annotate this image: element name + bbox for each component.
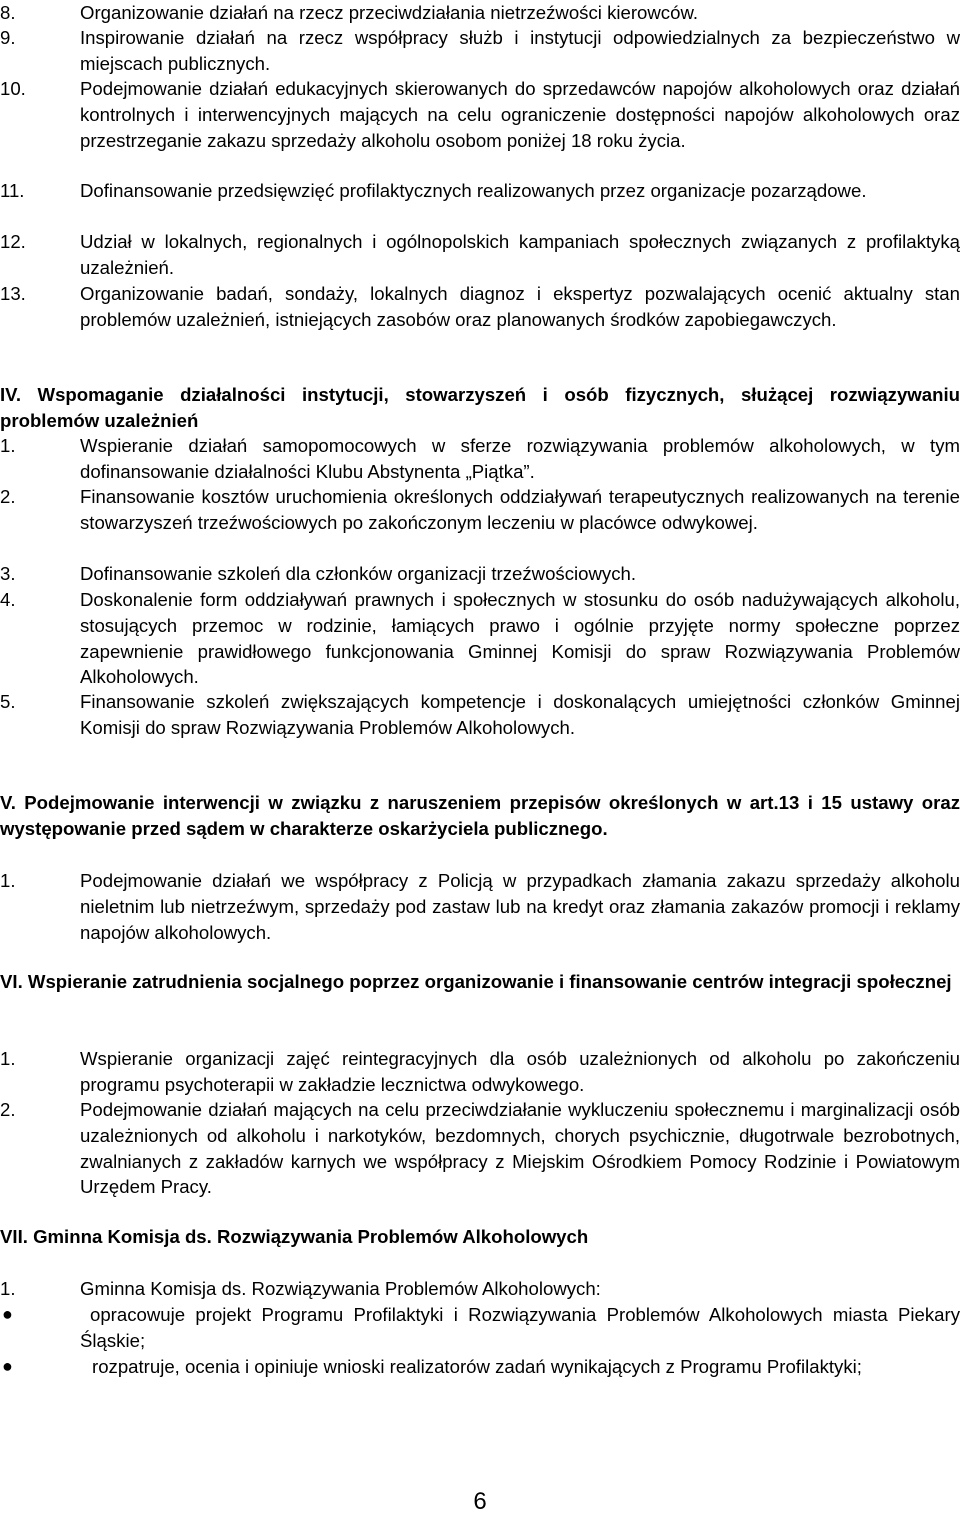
- list-item: [0, 433, 960, 485]
- item-text: Dofinansowanie przedsięwzięć profilaktycznych realizowanych przez organizacje pozarządowe.: [80, 180, 867, 201]
- list-item: [0, 868, 960, 945]
- section-heading-iv: IV. Wspomaganie działalności instytucji, stowarzyszeń i osób fizycznych, służącej rozwiązywaniu problemów uzależnień: [0, 384, 960, 431]
- list-item: [0, 484, 960, 536]
- item-text: Wspieranie organizacji zajęć reintegracyjnych dla osób uzależnionych od alkoholu po zakończeniu programu psychoterapii w zakładzie lecznictwa odwykowego.: [80, 1048, 960, 1095]
- list-item: [0, 76, 960, 153]
- bullet-icon: ●: [2, 1356, 13, 1376]
- bullet-item: [0, 1354, 960, 1380]
- item-number: 10.: [0, 78, 26, 99]
- section-heading-v: V. Podejmowanie interwencji w związku z naruszeniem przepisów określonych w art.13 i 15 ustawy oraz występowanie przed sądem w charakterze oskarżyciela publicznego.: [0, 792, 960, 839]
- item-text: Udział w lokalnych, regionalnych i ogólnopolskich kampaniach społecznych związanych z profilaktyką uzależnień.: [80, 231, 960, 278]
- bullet-icon: ●: [2, 1304, 13, 1324]
- list-item: [0, 561, 960, 587]
- list-item: [0, 25, 960, 77]
- item-number: 2.: [0, 1099, 16, 1120]
- bullet-item: [0, 1302, 960, 1354]
- item-number: 3.: [0, 563, 16, 584]
- item-number: 11.: [0, 180, 25, 201]
- list-item: [0, 1097, 960, 1200]
- item-number: 1.: [0, 1048, 16, 1069]
- item-text: Dofinansowanie szkoleń dla członków organizacji trzeźwościowych.: [80, 563, 637, 584]
- bullet-text: rozpatruje, ocenia i opiniuje wnioski realizatorów zadań wynikających z Programu Profilaktyki;: [92, 1356, 862, 1377]
- item-number: 9.: [0, 27, 16, 48]
- item-text: Doskonalenie form oddziaływań prawnych i społecznych w stosunku do osób nadużywających alkoholu, stosujących przemoc w rodzinie, łamiących prawo i ogólnie przyjęte normy społeczne poprzez zapewnienie prawidłowego funkcjonowania Gminnej Komisji do spraw Rozwiązywania Problemów Alkoholowych.: [80, 589, 960, 688]
- item-number: 8.: [0, 2, 16, 23]
- item-number: 1.: [0, 1278, 16, 1299]
- section-heading-vi: VI. Wspieranie zatrudnienia socjalnego poprzez organizowanie i finansowanie centrów integracji społecznej: [0, 971, 952, 992]
- item-text: Organizowanie działań na rzecz przeciwdziałania nietrzeźwości kierowców.: [80, 2, 699, 23]
- list-item: [0, 587, 960, 690]
- item-number: 5.: [0, 691, 16, 712]
- list-item: [0, 229, 960, 281]
- item-text: Podejmowanie działań mających na celu przeciwdziałanie wykluczeniu społecznemu i marginalizacji osób uzależnionych od alkoholu i narkotyków, bezdomnych, chorych psychicznie, długotrwale bezrobotnych, zwalnianych z zakładów karnych we współpracy z Miejskim Ośrodkiem Pomocy Rodzinie i Powiatowym Urzędem Pracy.: [80, 1099, 960, 1198]
- item-text: Finansowanie kosztów uruchomienia określonych oddziaływań terapeutycznych realizowanych na terenie stowarzyszeń trzeźwościowych po zakończonym leczeniu w placówce odwykowej.: [80, 486, 960, 533]
- list-item: [0, 1276, 960, 1302]
- list-item: [0, 178, 960, 204]
- item-number: 12.: [0, 231, 26, 252]
- item-number: 1.: [0, 870, 16, 891]
- section-heading-vii: VII. Gminna Komisja ds. Rozwiązywania Problemów Alkoholowych: [0, 1226, 589, 1247]
- item-number: 13.: [0, 283, 26, 304]
- page-number: 6: [473, 1488, 487, 1515]
- item-text: Inspirowanie działań na rzecz współpracy służb i instytucji odpowiedzialnych za bezpieczeństwo w miejscach publicznych.: [80, 27, 960, 74]
- item-number: 1.: [0, 435, 16, 456]
- item-text: Podejmowanie działań edukacyjnych skierowanych do sprzedawców napojów alkoholowych oraz działań kontrolnych i interwencyjnych mających na celu ograniczenie dostępności napojów alkoholowych oraz przestrzeganie zakazu sprzedaży alkoholu osobom poniżej 18 roku życia.: [80, 78, 960, 151]
- list-item: [0, 1046, 960, 1098]
- item-text: Organizowanie badań, sondaży, lokalnych diagnoz i ekspertyz pozwalających ocenić aktualny stan problemów uzależnień, istniejących zasobów oraz planowanych środków zapobiegawczych.: [80, 283, 960, 330]
- item-number: 2.: [0, 486, 16, 507]
- item-text: Gminna Komisja ds. Rozwiązywania Problemów Alkoholowych:: [80, 1278, 601, 1299]
- item-text: Finansowanie szkoleń zwiększających kompetencje i doskonalących umiejętności członków Gminnej Komisji do spraw Rozwiązywania Problemów Alkoholowych.: [80, 691, 960, 738]
- list-item: [0, 0, 960, 26]
- item-number: 4.: [0, 589, 16, 610]
- item-text: Wspieranie działań samopomocowych w sferze rozwiązywania problemów alkoholowych, w tym dofinansowanie działalności Klubu Abstynenta „Piątka”.: [80, 435, 960, 482]
- list-item: [0, 281, 960, 333]
- list-item: [0, 689, 960, 741]
- bullet-text: opracowuje projekt Programu Profilaktyki i Rozwiązywania Problemów Alkoholowych miasta Piekary Śląskie;: [80, 1304, 960, 1351]
- item-text: Podejmowanie działań we współpracy z Policją w przypadkach złamania zakazu sprzedaży alkoholu nieletnim lub nietrzeźwym, sprzedaży pod zastaw lub na kredyt oraz złamania zakazów promocji i reklamy napojów alkoholowych.: [80, 870, 960, 943]
